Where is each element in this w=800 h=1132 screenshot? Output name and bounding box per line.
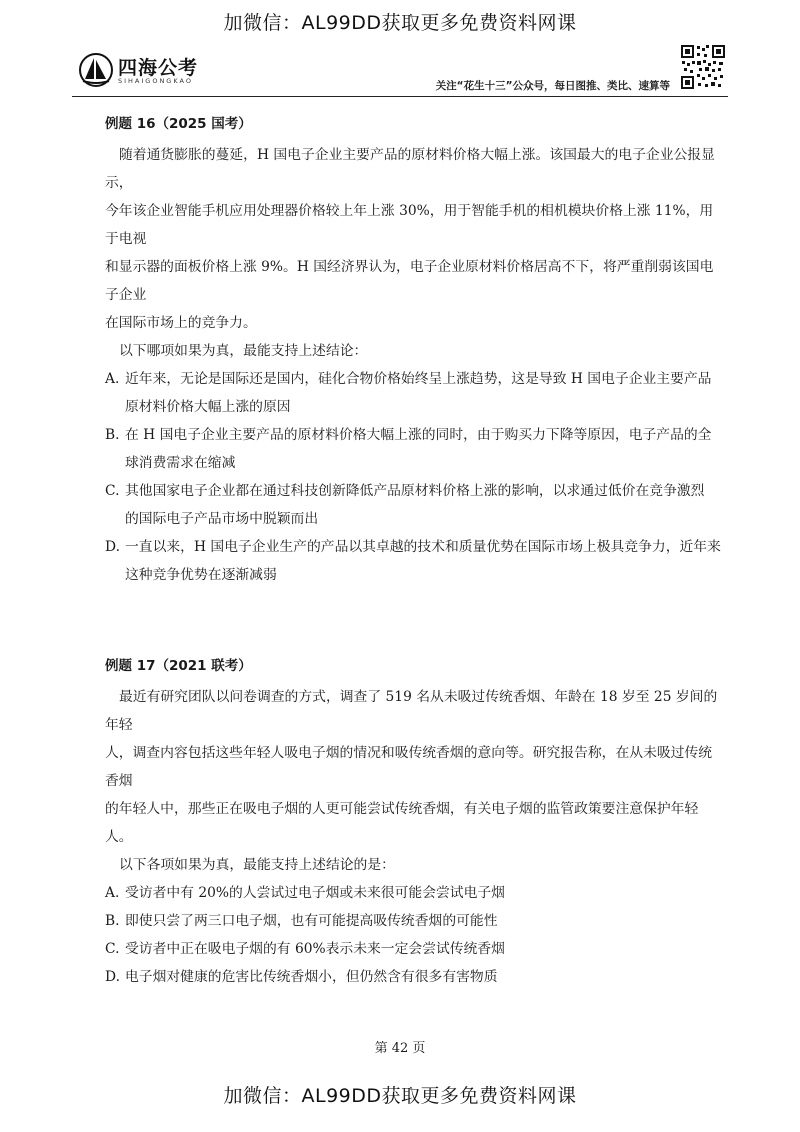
option-letter: B. bbox=[105, 427, 120, 443]
option-line: 这种竞争优势在逐渐减弱 bbox=[125, 567, 277, 583]
sail-logo-icon bbox=[78, 52, 114, 88]
option-d bbox=[105, 963, 725, 991]
option-line: 球消费需求在缩减 bbox=[125, 455, 236, 471]
passage-line: 和显示器的面板价格上涨 9%。H 国经济界认为，电子企业原材料价格居高不下，将严重削弱该国电子企业 bbox=[105, 259, 714, 303]
passage-line: 的年轻人中，那些正在吸电子烟的人更可能尝试传统香烟，有关电子烟的监管政策要注意保护年轻人。 bbox=[105, 801, 699, 845]
bottom-banner: 加微信：AL99DD获取更多免费资料网课 bbox=[223, 1085, 577, 1107]
question-stem: 以下哪项如果为真，最能支持上述结论： bbox=[119, 343, 368, 359]
passage-line: 在国际市场上的竞争力。 bbox=[105, 315, 257, 331]
option-line: 近年来，无论是国际还是国内，硅化合物价格始终呈上涨趋势，这是导致 H 国电子企业主要产品 bbox=[125, 371, 712, 387]
question-stem: 以下各项如果为真，最能支持上述结论的是： bbox=[119, 857, 395, 873]
option-letter: C. bbox=[105, 483, 120, 499]
option-b bbox=[105, 421, 725, 477]
passage-line: 今年该企业智能手机应用处理器价格较上年上涨 30%，用于智能手机的相机模块价格上涨 11%，用于电视 bbox=[105, 203, 714, 247]
option-line: 电子烟对健康的危害比传统香烟小，但仍然含有很多有害物质 bbox=[125, 969, 498, 985]
logo-subtitle: SIHAIGONGKAO bbox=[118, 77, 193, 85]
option-letter: D. bbox=[105, 969, 120, 985]
option-line: 受访者中正在吸电子烟的有 60%表示未来一定会尝试传统香烟 bbox=[125, 941, 505, 957]
page-number: 第 42 页 bbox=[374, 1041, 426, 1056]
option-b bbox=[105, 907, 725, 935]
passage-line: 人，调查内容包括这些年轻人吸电子烟的情况和吸传统香烟的意向等。研究报告称，在从未吸过传统香烟 bbox=[105, 745, 713, 789]
option-line: 的国际电子产品市场中脱颖而出 bbox=[125, 511, 319, 527]
section-spacer bbox=[105, 589, 725, 655]
option-line: 原材料价格大幅上涨的原因 bbox=[125, 399, 291, 415]
option-line: 其他国家电子企业都在通过科技创新降低产品原材料价格上涨的影响，以求通过低价在竞争激烈 bbox=[125, 483, 705, 499]
qr-code-icon bbox=[680, 44, 726, 90]
question-title: 例题 17（2021 联考） bbox=[105, 658, 252, 674]
option-letter: C. bbox=[105, 941, 120, 957]
page-content bbox=[105, 113, 725, 991]
top-banner: 加微信：AL99DD获取更多免费资料网课 bbox=[223, 12, 577, 34]
option-letter: B. bbox=[105, 913, 120, 929]
option-line: 一直以来，H 国电子企业生产的产品以其卓越的技术和质量优势在国际市场上极具竞争力，近年来 bbox=[125, 539, 721, 555]
option-letter: A. bbox=[105, 885, 120, 901]
option-a bbox=[105, 365, 725, 421]
option-line: 受访者中有 20%的人尝试过电子烟或未来很可能会尝试电子烟 bbox=[125, 885, 505, 901]
question-17 bbox=[105, 655, 725, 991]
option-line: 即使只尝了两三口电子烟，也有可能提高吸传统香烟的可能性 bbox=[125, 913, 498, 929]
question-title: 例题 16（2025 国考） bbox=[105, 116, 252, 132]
option-a bbox=[105, 879, 725, 907]
header-tagline: 关注“花生十三”公众号，每日图推、类比、速算等 bbox=[435, 80, 670, 92]
option-c bbox=[105, 935, 725, 963]
page-header bbox=[72, 40, 728, 97]
logo bbox=[78, 52, 213, 92]
option-line: 在 H 国电子企业主要产品的原材料价格大幅上涨的同时，由于购买力下降等原因，电子产品的全 bbox=[125, 427, 712, 443]
option-d bbox=[105, 533, 725, 589]
option-letter: A. bbox=[105, 371, 120, 387]
passage-line: 随着通货膨胀的蔓延，H 国电子企业主要产品的原材料价格大幅上涨。该国最大的电子企业公报显示， bbox=[105, 147, 715, 191]
option-letter: D. bbox=[105, 539, 120, 555]
question-16 bbox=[105, 113, 725, 589]
logo-text: 四海公考 bbox=[118, 57, 199, 79]
option-c bbox=[105, 477, 725, 533]
passage-line: 最近有研究团队以问卷调查的方式，调查了 519 名从未吸过传统香烟、年龄在 18 岁至 25 岁间的年轻 bbox=[105, 689, 718, 733]
